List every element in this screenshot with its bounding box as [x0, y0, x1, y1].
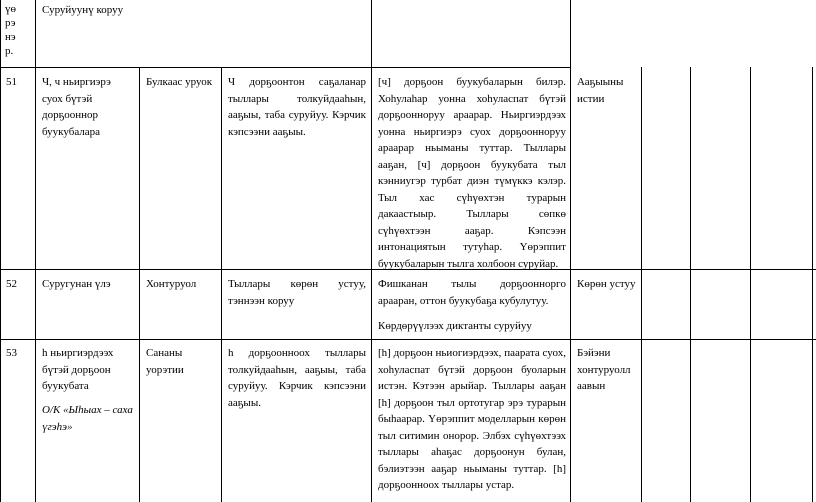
row-53-topic: һ ньиргиэрдээх бүтэй дорҕоон буукубата [42, 347, 114, 392]
row-53-num: 53 [6, 347, 17, 359]
row-51-result: Ааҕыыны истии [577, 76, 624, 105]
row-52-activity: Тыллары көрөн устуу, тэннээн коруу [228, 278, 366, 307]
table-border [35, 0, 36, 502]
row-51-activity: Ч дорҕоонтон саҕаланар тыллары толкуйдааһын, ааҕыы, таба суруйуу. Кэрчик кэпсээни ааҕыы. [228, 76, 366, 138]
row-52-num: 52 [6, 278, 17, 290]
table-border [371, 0, 372, 502]
table-border [690, 67, 691, 502]
row-53-topic-note: О/К «Ыһыах – саха үгэһэ» [42, 404, 133, 433]
table-border [641, 67, 642, 502]
row-52-topic: Суругунан үлэ [42, 278, 111, 290]
row-51-type: Булкаас уруок [146, 76, 213, 88]
row-52-content-note: Көрдөрүүлээх диктанты суруйуу [378, 320, 532, 332]
row-52-type: Хонтуруол [146, 278, 197, 290]
row-53-activity: h дорҕоонноох тыллары толкуйдааһын, ааҕыы, таба суруйуу. Кэрчик кэпсээни ааҕыы. [228, 347, 366, 409]
row-52-content: Фишканан тылы дорҕоонноргo арааран, оттон буукубаҕа кубулутуу. [378, 278, 566, 307]
row-53-content: [h] дорҕоон ньиогиэрдээх, паарата суох, хоһуласпат бүтэй дорҕоон буоларын истэн. Кэтээн арыйар. Тыллары ааҕан [h] дорҕоон тыл ортотугар эрэ турарын быһаарар. Үөрэппит моделларын көрөн тыл ситимин оноpop. Элбэх сүһүөхтээх тыллары аһаҕас дорҕоонун булан, бэлиэтээн ааҕар ньыманы туттар. [h] дорҕоонноох тыллары устар. [378, 347, 566, 491]
row-53-type: Сананы уорэтии [146, 347, 184, 376]
row-51-content: [ч] дорҕоон буукубаларын билэр. Хоһулаһар уонна хоһуласпат бүтэй дорҕоонноруу араарар. Ньиргиэрдээх уонна ньиргиэрэ суох дорҕоонноруу араарар ньыманы туттар. Тыллары ааҕан, [ч] дорҕоон буукубата тыл кэнниугэр турбат диэн түмүккэ кэлэр. Тыл хас сүһүөхтэн турарын дакаастыыр. Тыллары сөпкө сүһүөхтээн ааҕар. Кэпсээн интонациятын тутуһар. Үөрэппит буукубаларын тылга холбоон суруйар. [378, 76, 566, 270]
table-border [570, 0, 571, 502]
table-border [139, 67, 140, 502]
row-51-num: 51 [6, 76, 17, 88]
header-num-label: үө рэ нэ р. [5, 3, 16, 57]
table-border [0, 339, 816, 340]
table-border [221, 67, 222, 502]
header-topic: Суруйуунү коруу [42, 4, 124, 16]
table-border [812, 67, 813, 502]
table-border [750, 67, 751, 502]
table-border [0, 67, 570, 68]
row-53-result: Бэйэни хонтуруолл аавын [577, 347, 631, 392]
table-border [0, 0, 1, 502]
row-52-result: Көрөн устуу [577, 278, 636, 290]
row-51-topic: Ч, ч ньиргиэрэ суох бүтэй дорҕооннор буукубалара [42, 76, 111, 138]
